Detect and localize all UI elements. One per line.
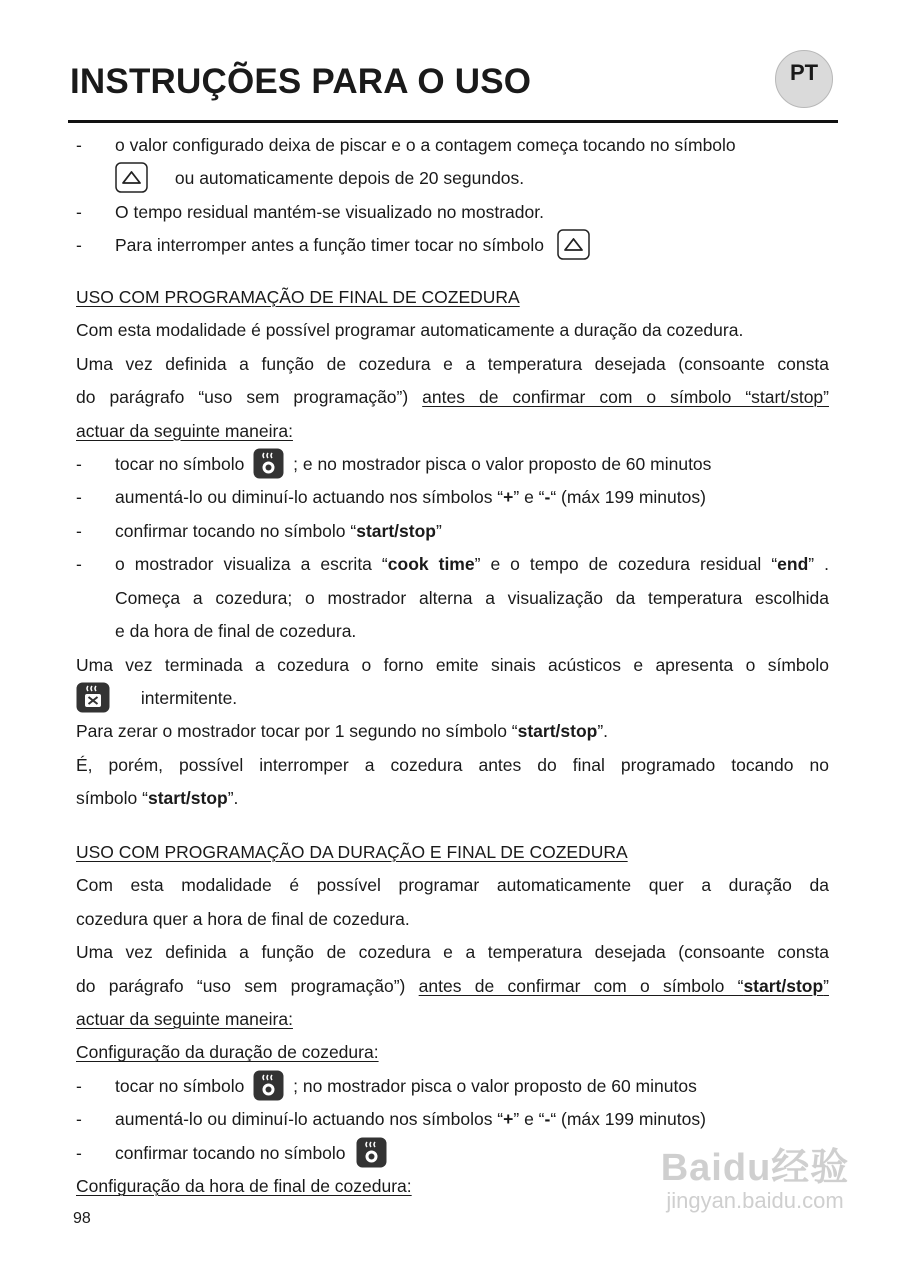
text-span: Para zerar o mostrador tocar por 1 segundo no símbolo “	[76, 721, 518, 742]
text-span: intermitente.	[140, 688, 238, 708]
underlined-text: actuar da seguinte maneira:	[76, 1008, 293, 1029]
text-span: confirmar tocando no símbolo “	[115, 520, 357, 541]
bullet-dash: -	[76, 201, 82, 222]
section-heading: USO COM PROGRAMAÇÃO DE FINAL DE COZEDURA	[76, 286, 520, 307]
paragraph-line	[76, 415, 829, 448]
text-span: símbolo “	[76, 788, 148, 809]
list-item	[76, 196, 829, 229]
bullet-dash: -	[76, 1075, 82, 1096]
bullet-dash: -	[76, 135, 82, 155]
paragraph-line: Uma vez definida a função de cozedura e a temperatura desejada (consoante consta	[76, 353, 829, 374]
bullet-dash: -	[76, 487, 82, 508]
list-item	[76, 1103, 829, 1136]
plus-symbol: +	[503, 487, 514, 508]
watermark-url: jingyan.baidu.com	[666, 1188, 844, 1213]
text-span: ” e “	[513, 487, 545, 508]
start-stop-label: start/stop	[356, 520, 436, 541]
text-span: ; e no mostrador pisca o valor proposto de 60 minutos	[293, 453, 712, 474]
text-span: ” e “	[513, 1109, 545, 1130]
text-span: ”.	[227, 788, 239, 809]
text-span: do parágrafo “uso sem programação”)	[76, 975, 406, 996]
underlined-text: Configuração da duração de cozedura:	[76, 1042, 379, 1063]
bullet-dash: -	[76, 554, 82, 575]
underlined-text: actuar da seguinte maneira:	[76, 420, 293, 441]
list-item	[76, 229, 829, 262]
text-span: aumentá-lo ou diminuí-lo actuando nos símbolos “	[115, 487, 504, 508]
paragraph-line	[76, 682, 829, 715]
cook-timer-icon	[356, 1137, 387, 1168]
start-stop-label: start/stop	[743, 975, 824, 996]
cook-timer-icon	[253, 1070, 284, 1101]
paragraph-line	[76, 715, 829, 748]
list-item-continuation: e da hora de final de cozedura.	[115, 621, 357, 642]
list-item	[76, 129, 829, 162]
list-item	[76, 448, 829, 481]
text-span: tocar no símbolo	[115, 1075, 245, 1096]
paragraph-line: Com esta modalidade é possível programar automaticamente a duração da cozedura.	[76, 320, 744, 341]
underlined-text: antes de confirmar com o símbolo “start/stop”	[422, 387, 829, 408]
list-item	[76, 515, 829, 548]
text-line: o valor configurado deixa de piscar e o a contagem começa tocando no símbolo	[115, 135, 736, 155]
text-span: ”.	[597, 721, 609, 742]
subheading	[76, 1036, 829, 1069]
section-heading: USO COM PROGRAMAÇÃO DA DURAÇÃO E FINAL DE COZEDURA	[76, 841, 628, 862]
list-item	[76, 481, 829, 514]
bullet-dash: -	[76, 520, 82, 541]
bullet-dash: -	[76, 1109, 82, 1130]
paragraph-line	[76, 782, 829, 815]
underlined-text: Configuração da hora de final de cozedura:	[76, 1176, 412, 1197]
text-span: tocar no símbolo	[115, 453, 245, 474]
text-span: do parágrafo “uso sem programação”)	[76, 387, 409, 408]
paragraph-line: Com esta modalidade é possível programar automaticamente quer a duração da	[76, 875, 829, 896]
paragraph-line	[76, 970, 829, 1003]
start-stop-label: start/stop	[147, 788, 228, 809]
text-span: ; no mostrador pisca o valor proposto de 60 minutos	[293, 1075, 697, 1096]
text-span: ” e o tempo de cozedura residual “	[474, 554, 778, 575]
text-span: aumentá-lo ou diminuí-lo actuando nos símbolos “	[115, 1109, 504, 1130]
watermark-brand: Baidu经验	[660, 1147, 850, 1189]
minus-symbol: -	[544, 487, 551, 508]
language-badge: PT	[775, 50, 833, 108]
end-label: end	[777, 554, 809, 575]
document-body	[76, 129, 829, 1204]
start-stop-label: start/stop	[517, 721, 598, 742]
cook-time-label: cook time	[387, 554, 475, 575]
text-span: ”	[435, 520, 442, 541]
header-rule	[68, 120, 838, 123]
text-span: o mostrador visualiza a escrita “	[115, 554, 388, 575]
bullet-dash: -	[76, 453, 82, 474]
text-span: “ (máx 199 minutos)	[550, 487, 706, 508]
cook-timer-icon	[253, 448, 284, 479]
bullet-dash: -	[76, 1142, 82, 1163]
paragraph-line: É, porém, possível interromper a cozedura antes do final programado tocando no	[76, 754, 829, 775]
text-line: ou automaticamente depois de 20 segundos.	[174, 168, 525, 189]
text-span: ”	[823, 975, 829, 996]
text-span: ” .	[808, 554, 829, 575]
paragraph-line: Uma vez terminada a cozedura o forno emite sinais acústicos e apresenta o símbolo	[76, 654, 829, 675]
paragraph-line: cozedura quer a hora de final de cozedura.	[76, 908, 410, 929]
page-title: INSTRUÇÕES PARA O USO	[70, 62, 532, 101]
list-item	[76, 1070, 829, 1103]
paragraph-line: Uma vez definida a função de cozedura e a temperatura desejada (consoante consta	[76, 942, 829, 963]
page-number: 98	[73, 1210, 91, 1227]
list-item	[76, 548, 829, 581]
paragraph-line	[76, 1003, 829, 1036]
list-item-continuation: Começa a cozedura; o mostrador alterna a visualização da temperatura escolhida	[115, 587, 829, 608]
text-line: Para interromper antes a função timer tocar no símbolo	[115, 235, 544, 256]
text-span: “ (máx 199 minutos)	[550, 1109, 706, 1130]
home-touch-icon	[557, 229, 590, 260]
watermark	[645, 1148, 865, 1214]
bullet-dash: -	[76, 235, 82, 256]
end-cook-icon	[76, 682, 110, 713]
plus-symbol: +	[503, 1109, 514, 1130]
underlined-text	[419, 976, 829, 996]
minus-symbol: -	[544, 1109, 551, 1130]
home-touch-icon	[115, 162, 148, 193]
text-line: O tempo residual mantém-se visualizado no mostrador.	[115, 201, 544, 222]
paragraph-line	[76, 381, 829, 414]
list-item-continuation	[76, 162, 829, 195]
text-span: antes de confirmar com o símbolo “	[418, 975, 744, 996]
text-span: confirmar tocando no símbolo	[115, 1142, 346, 1163]
